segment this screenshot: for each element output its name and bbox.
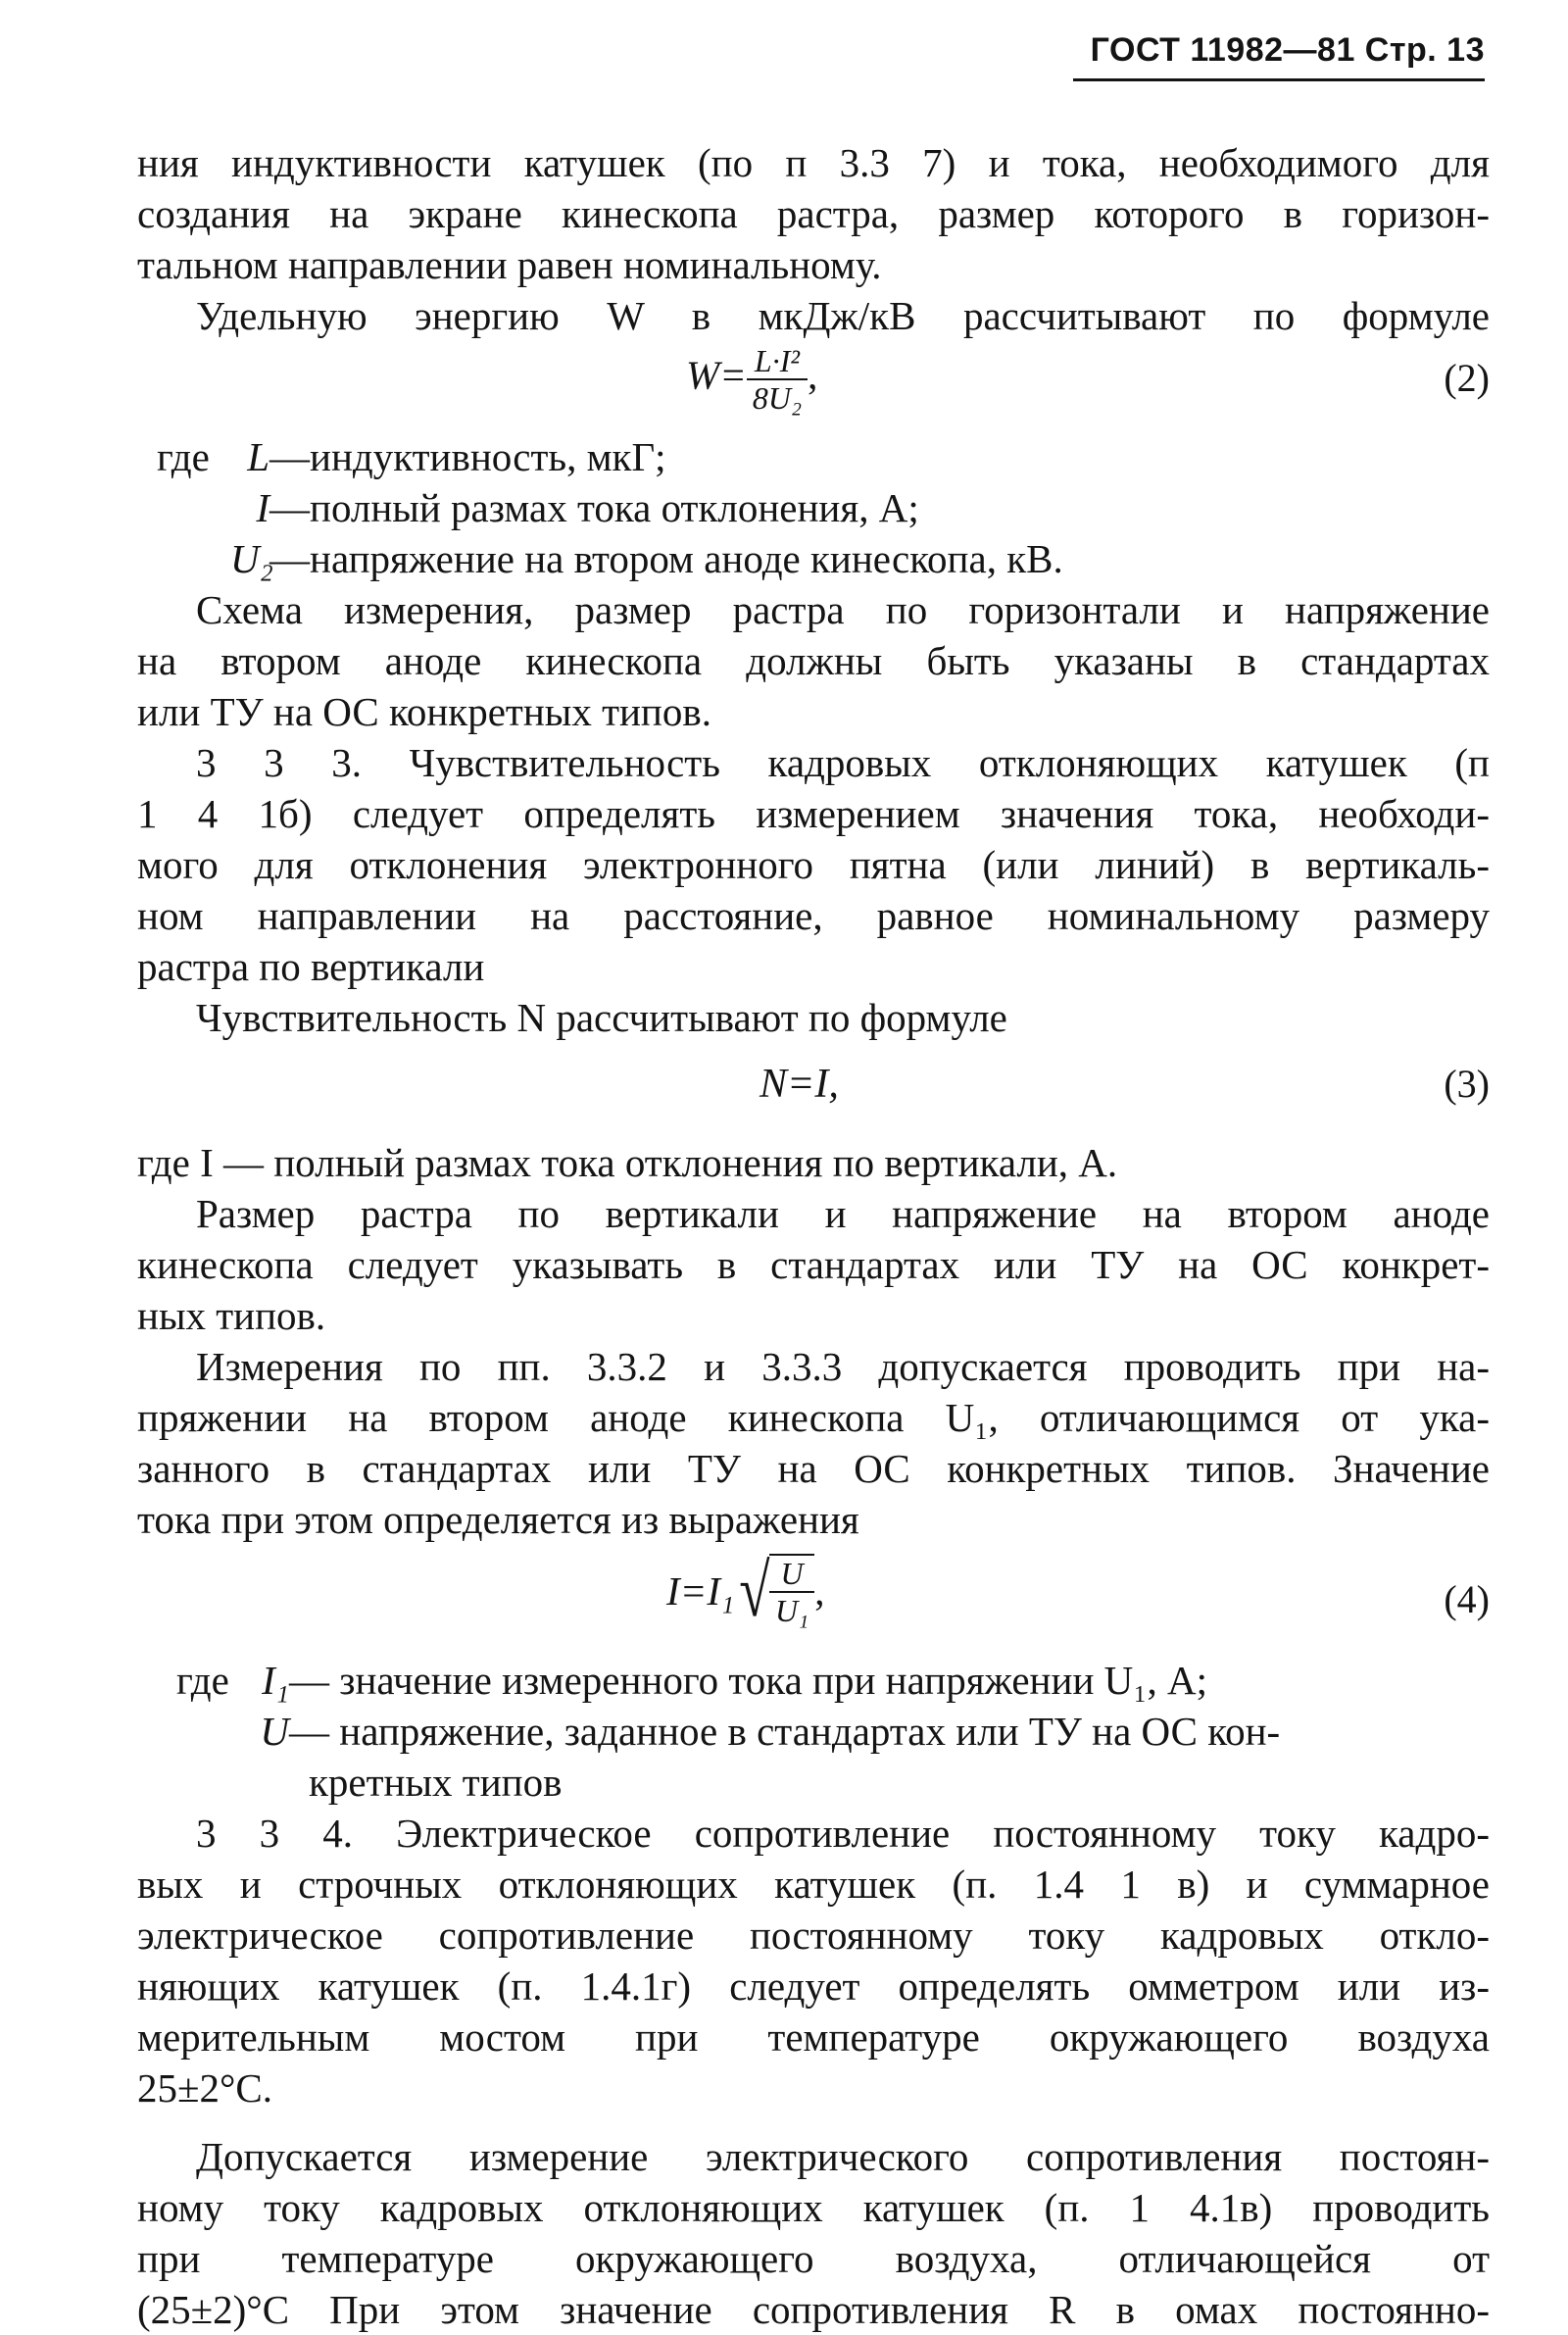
legend-text: —напряжение на втором аноде кинескопа, кВ. <box>270 536 1063 581</box>
text-line: Удельную энергию W в мкДж/кВ рассчитывают по формуле <box>196 293 1490 338</box>
text-line: тока при этом определяется из выражения <box>137 1497 859 1542</box>
formula-2 <box>686 343 817 416</box>
equation-number: (3) <box>1444 1062 1490 1106</box>
formula-tail: , <box>814 1568 825 1614</box>
text-line: ному току кадровых отклоняющих катушек (п. 1 4.1в) проводить <box>137 2185 1490 2230</box>
legend-text: — напряжение, заданное в стандартах или ТУ на ОС кон- <box>289 1709 1281 1754</box>
legend-text: —индуктивность, мкГ; <box>270 434 666 479</box>
text-line: создания на экране кинескопа растра, размер которого в горизон- <box>137 191 1490 236</box>
text-line: (25±2)°С При этом значение сопротивления R в омах постоянно- <box>137 2287 1490 2332</box>
text-line: ном направлении на расстояние, равное номинальному размеру <box>137 893 1490 938</box>
formula-4 <box>666 1550 825 1632</box>
legend-item <box>230 482 919 533</box>
equation-number: (2) <box>1444 356 1490 400</box>
formula-tail: , <box>808 352 818 398</box>
text-line: растра по вертикали <box>137 944 485 989</box>
text-line: 3 3 3. Чувствительность кадровых отклоняющих катушек (п <box>196 740 1490 785</box>
legend-item <box>230 533 1063 584</box>
header-rule <box>1073 78 1485 81</box>
text-line: ных типов. <box>137 1293 326 1338</box>
legend-symbol: L <box>247 434 270 479</box>
text-line: Схема измерения, размер растра по горизонтали и напряжение <box>196 587 1490 632</box>
text-line: 3 3 4. Электрическое сопротивление постоянному току кадро- <box>196 1811 1490 1856</box>
square-root-sign: √ <box>739 1550 770 1632</box>
text-line: тальном направлении равен номинальному. <box>137 242 882 287</box>
legend-intro: где <box>176 1658 229 1703</box>
text-line: Допускается измерение электрического сопротивления постоян- <box>196 2134 1490 2179</box>
text-line: где I — полный размах тока отклонения по вертикали, А. <box>137 1140 1118 1185</box>
text-line: на втором аноде кинескопа должны быть указаны в стандартах <box>137 638 1490 683</box>
text-line: 1 4 1б) следует определять измерением значения тока, необходи- <box>137 791 1490 836</box>
formula-lhs: I=I₁ <box>666 1568 735 1614</box>
fraction <box>747 343 808 416</box>
text-line: электрическое сопротивление постоянному току кадровых откло- <box>137 1913 1490 1958</box>
legend-text: кретных типов <box>309 1760 563 1805</box>
text-line: Чувствительность N рассчитывают по формуле <box>196 995 1007 1040</box>
text-line: мерительным мостом при температуре окружающего воздуха <box>137 2014 1490 2060</box>
equation-number: (4) <box>1444 1577 1490 1621</box>
text-line: ния индуктивности катушек (по п 3.3 7) и тока, необходимого для <box>137 140 1490 185</box>
standard-page-label: ГОСТ 11982—81 Стр. 13 <box>1090 31 1485 69</box>
fraction-denominator: 8U₂ <box>752 380 803 416</box>
page-header <box>1073 31 1485 90</box>
legend-symbol: U <box>260 1709 289 1754</box>
legend-item <box>250 1706 1280 1757</box>
text-line: при температуре окружающего воздуха, отличающейся от <box>137 2236 1490 2281</box>
text-line: пряжении на втором аноде кинескопа U₁, отличающимся от ука- <box>137 1395 1490 1440</box>
legend-item <box>250 1655 1207 1706</box>
text-line: занного в стандартах или ТУ на ОС конкретных типов. Значение <box>137 1446 1490 1491</box>
legend-symbol: U₂ <box>230 536 273 581</box>
fraction-denominator: U₁ <box>774 1593 809 1628</box>
text-line: няющих катушек (п. 1.4.1г) следует определять омметром или из- <box>137 1963 1490 2009</box>
text-line: 25±2°С. <box>137 2065 272 2111</box>
legend-item <box>309 1757 562 1808</box>
legend-intro: где <box>157 434 210 479</box>
text-line: вых и строчных отклоняющих катушек (п. 1.4 1 в) и суммарное <box>137 1862 1490 1907</box>
formula-lhs: W= <box>686 352 747 398</box>
legend-item <box>230 431 666 482</box>
legend-text: — значение измеренного тока при напряжении U₁, А; <box>289 1658 1208 1703</box>
text-line: или ТУ на ОС конкретных типов. <box>137 689 711 734</box>
text-line: мого для отклонения электронного пятна (или линий) в вертикаль- <box>137 842 1490 887</box>
fraction-numerator: U <box>769 1556 814 1593</box>
text-line: Размер растра по вертикали и напряжение на втором аноде <box>196 1191 1490 1236</box>
text-line: Измерения по пп. 3.3.2 и 3.3.3 допускается проводить при на- <box>196 1344 1490 1389</box>
fraction-numerator: L·I² <box>747 343 808 380</box>
legend-text: —полный размах тока отклонения, А; <box>270 485 919 530</box>
fraction <box>769 1554 814 1628</box>
formula-3: N=I, <box>760 1062 839 1107</box>
text-line: кинескопа следует указывать в стандартах или ТУ на ОС конкрет- <box>137 1242 1490 1287</box>
legend-symbol: I₁ <box>262 1658 289 1703</box>
legend-symbol: I <box>256 485 270 530</box>
